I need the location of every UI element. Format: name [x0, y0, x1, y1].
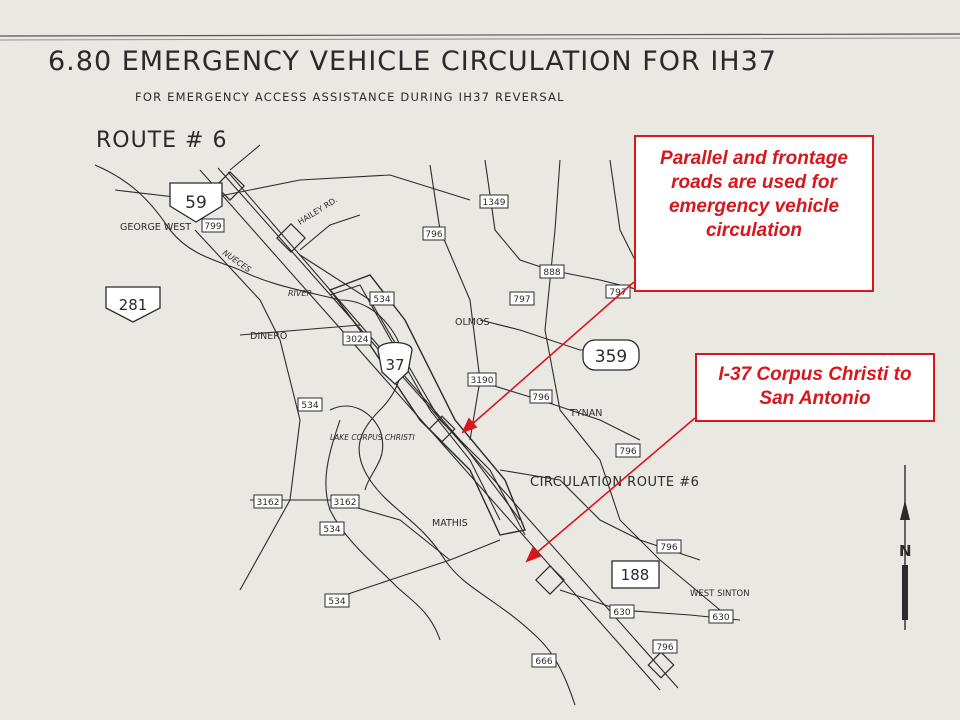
farm-road-label: 796 [425, 230, 443, 240]
interchange-marker [536, 566, 564, 594]
north-label: N [899, 542, 912, 560]
interchange-marker [277, 224, 305, 252]
state-shield-label: 188 [620, 566, 650, 584]
us-shield-label: 281 [118, 296, 148, 314]
interstate-callout: I-37 Corpus Christi to San Antonio [695, 353, 935, 422]
interchange-marker [648, 652, 673, 677]
farm-road-label: 630 [613, 608, 631, 618]
farm-road-label: 796 [656, 643, 674, 653]
place-label: HAILEY RD. [296, 195, 340, 227]
farm-road-label: 630 [712, 613, 730, 623]
frontage-callout: Parallel and frontage roads are used for emergency vehicle circulation [634, 135, 874, 292]
farm-road-label: 796 [619, 447, 637, 457]
circulation-route-label: CIRCULATION ROUTE #6 [530, 475, 700, 490]
local-road [230, 145, 260, 170]
farm-road-label: 3162 [256, 498, 280, 508]
interstate-shield-label: 37 [385, 356, 405, 374]
place-label: OLMOS [455, 317, 490, 328]
north-arrow-head [900, 500, 910, 520]
place-label: TYNAN [570, 408, 603, 419]
farm-road-label: 796 [532, 393, 550, 403]
north-arrow [899, 465, 912, 630]
farm-road-label: 1349 [482, 198, 506, 208]
place-label: WEST SINTON [690, 589, 750, 599]
farm-road-label: 666 [535, 657, 553, 667]
local-road [330, 540, 500, 600]
place-label: MATHIS [432, 518, 468, 529]
frame-line [0, 34, 960, 36]
farm-road-label: 797 [609, 288, 627, 298]
frame-line [0, 38, 960, 40]
place-label: NUECES [220, 248, 253, 275]
place-label: GEORGE WEST [120, 222, 192, 233]
place-label: LAKE CORPUS CHRISTI [330, 433, 415, 442]
route-label: ROUTE # 6 [96, 128, 228, 153]
callout-arrowhead [527, 548, 540, 561]
place-label: DINERO [250, 331, 288, 342]
farm-road-label: 534 [373, 295, 391, 305]
us-shield-label: 59 [185, 193, 207, 213]
river-line [330, 406, 383, 490]
page-subtitle: FOR EMERGENCY ACCESS ASSISTANCE DURING IH37 REVERSAL [135, 90, 565, 104]
farm-road-label: 3024 [345, 335, 369, 345]
place-label: RIVER [288, 289, 313, 298]
state-shield-label: 359 [594, 347, 628, 367]
farm-road-label: 797 [513, 295, 531, 305]
local-road [475, 380, 640, 440]
local-road [195, 230, 300, 590]
farm-road-label: 3190 [470, 376, 494, 386]
frontage-road [300, 255, 525, 535]
farm-road-label: 888 [543, 268, 561, 278]
farm-road-label: 796 [660, 543, 678, 553]
local-road [115, 175, 470, 200]
farm-road-label: 799 [204, 222, 222, 232]
north-arrow-bar [902, 565, 908, 620]
farm-road-label: 534 [328, 597, 346, 607]
farm-road-label: 3162 [333, 498, 357, 508]
callout-arrowhead [463, 419, 476, 432]
place-label [120, 222, 191, 233]
local-road [430, 165, 480, 440]
farm-road-label: 534 [301, 401, 319, 411]
farm-road-label: 534 [323, 525, 341, 535]
page-title: 6.80 EMERGENCY VEHICLE CIRCULATION FOR IH37 [48, 46, 777, 77]
